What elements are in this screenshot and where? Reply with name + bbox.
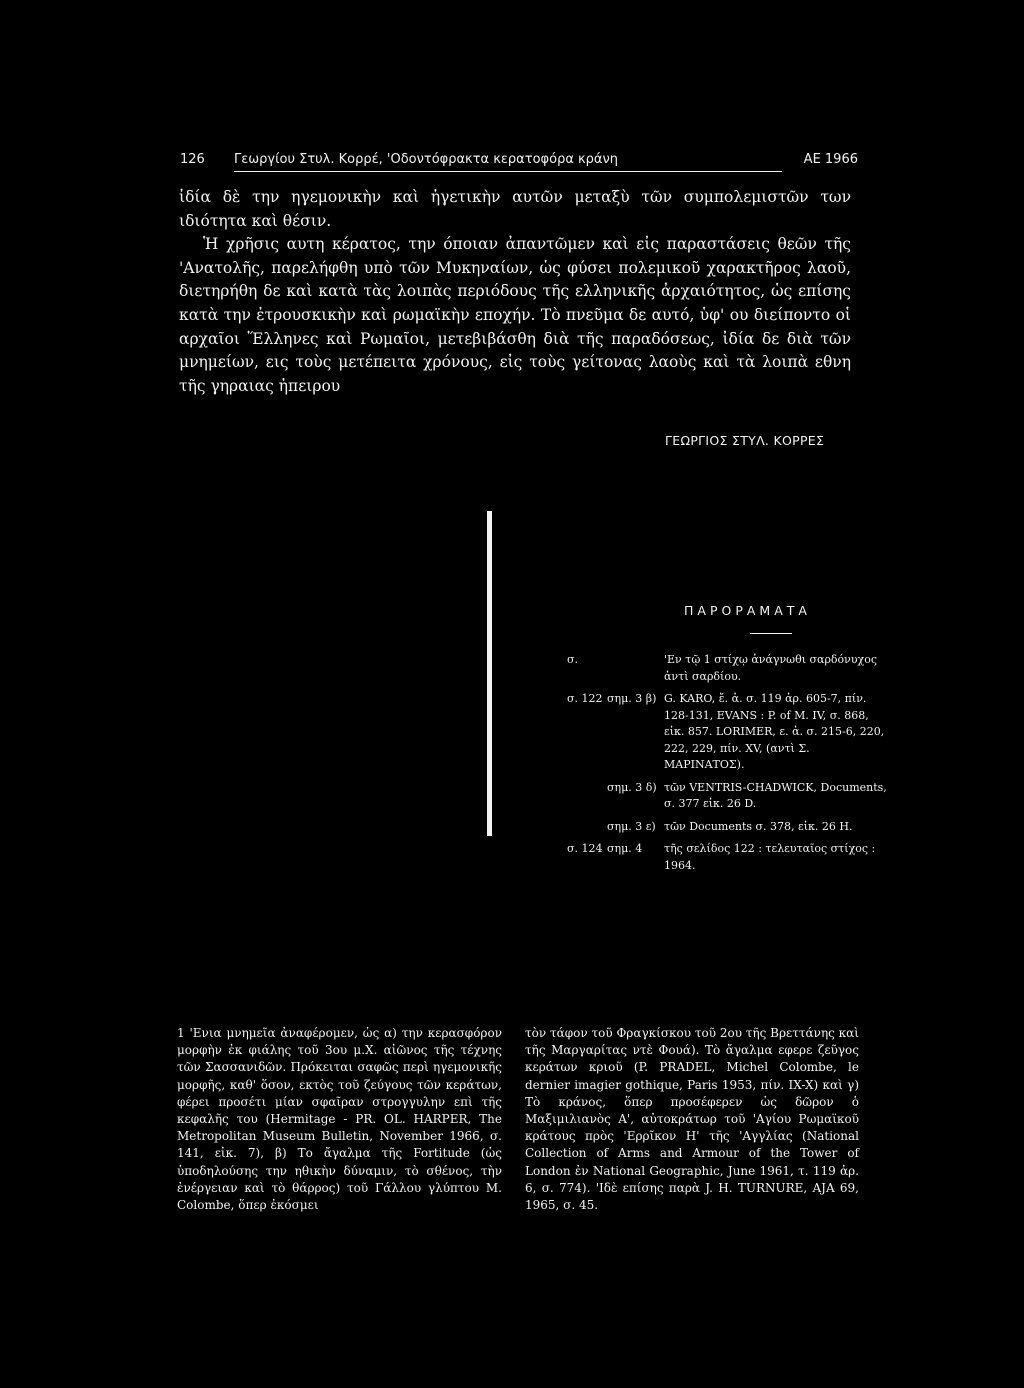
errata-row (567, 691, 887, 774)
errata-row (567, 780, 887, 813)
footnote-text-left: 1 'Ενια μνημεῖα ἀναφέρομεν, ὡς α) την κερασφόρον μορφὴν ἐκ φιάλης τοῦ 3ου μ.Χ. αἰῶνος τῆς τέχνης τῶν Σασσανιδῶν. Πρόκειται σαφῶς περὶ ηγεμονικῆς μορφῆς, καθ' ὅσον, εκτὸς τοῦ ζεύγους τῶν κεράτων, φέρει προσέτι μίαν σφαῖραν στρογγυλην επὶ τῆς κεφαλῆς του (Hermitage - PR. OL. HARPER, The Metropolitan Museum Bulletin, November 1966, σ. 141, εἰκ. 7), β) Το ἄγαλμα τῆς Fortitude (ὡς ὑποδηλούσης την ηθικὴν δύναμιν, τὸ σθένος, τὴν ἐνέργειαν καὶ τὸ θάρρος) τοῦ Γάλλου γλύπτου M. Colombe, ὅπερ ἐκόσμει (177, 1026, 502, 1213)
paragraph-1: ἰδία δὲ την ηγεμονικὴν καὶ ἡγετικὴν αυτῶν μεταξὺ τῶν συμπολεμιστῶν των ιδιότητα καὶ θέσιν. (179, 188, 851, 230)
errata-row (567, 819, 887, 836)
errata-list (567, 652, 887, 880)
errata-row (567, 652, 887, 685)
errata-text: 'Εν τῷ 1 στίχῳ ἀνάγνωθι σαρδόνυχος ἀντὶ σαρδίου. (664, 653, 878, 683)
errata-title-rule (750, 633, 792, 634)
footnote-column-right (525, 1025, 859, 1214)
footnote-text-right: τὸν τάφον τοῦ Φραγκίσκου τοῦ 2ου τῆς Βρεττάνης καὶ τῆς Μαργαρίτας ντὲ Φουά). Τὸ ἄγαλμα εφερε ζεῦγος κεράτων κριοῦ (P. PRADEL, Michel Colombe, le dernier imagier gothique, Paris 1953, πίν. IX-X) καὶ γ) Τὸ κράνος, ὅπερ προσέφερεν ὡς δῶρον ὁ Μαξιμιλιανὸς Α', αὐτοκράτωρ τοῦ 'Αγίου Ρωμαϊκοῦ κράτους πρὸς 'Ερρῖκον Η' τῆς 'Αγγλίας (National Collection of Arms and Armour of the Tower of London ἐν National Geographic, June 1961, τ. 119 ἀρ. 6, σ. 774). 'Ιδὲ επίσης παρὰ J. H. TURNURE, AJA 69, 1965, σ. 45. (525, 1026, 859, 1213)
errata-page: σ. 122 (567, 692, 603, 705)
running-title: Γεωργίου Στυλ. Κορρέ, 'Οδοντόφρακτα κερατοφόρα κράνη (234, 152, 619, 167)
errata-note: σημ. 4 (607, 842, 643, 855)
errata-note: σημ. 3 δ) (607, 780, 657, 794)
journal-reference: ΑΕ 1966 (803, 152, 858, 167)
errata-note: σημ. 3 ε) (607, 819, 656, 833)
paragraph-2: Ἡ χρῆσις αυτη κέρατος, την όποιαν ἀπαντῶμεν καὶ εἰς παραστάσεις θεῶν τῆς 'Ανατολῆς, παρελήφθη υπὸ τῶν Μυκηναίων, ὡς φύσει πολεμικοῦ χαρακτῆρος λαοῦ, διετηρήθη δε καὶ κατὰ τὰς λοιπὰς περιόδους τῆς ελληνικῆς ἀρχαιότητος, ὡς επίσης κατὰ την ἐτρουσκικὴν καὶ ρωμαϊκὴν εποχήν. Τὸ πνεῦμα δε αυτό, ὑφ' ου διείποντο οἱ αρχαῖοι Ἕλληνες καὶ Ρωμαῖοι, μετεβιβάσθη διὰ τῆς παραδόσεως, ἰδία δε διὰ τῶν μνημείων, εις τοὺς μετέπειτα χρόνους, εἰς τοὺς γείτονας λαοὺς καὶ τὰ λοιπὰ εθνη τῆς γηραιας ἠπειρου (179, 235, 851, 395)
errata-title: ΠΑΡΟΡΑΜΑΤΑ (684, 603, 811, 618)
errata-text: G. KARO, ἔ. ἀ. σ. 119 ἀρ. 605-7, πίν. 128-131, EVANS : P. of M. IV, σ. 868, εἰκ. 857. LORIMER, ε. ἀ. σ. 215-6, 220, 222, 229, πίν. XV, (αντὶ Σ. ΜΑΡΙΝΑΤΟΣ). (664, 692, 885, 771)
errata-page: σ. (567, 653, 579, 666)
errata-note: σημ. 3 β) (607, 692, 657, 705)
running-header (172, 152, 858, 174)
errata-page: σ. 124 (567, 842, 603, 855)
main-text (179, 186, 851, 398)
header-underline (234, 171, 782, 172)
footnote-column-left (177, 1025, 502, 1214)
errata-text: τῆς σελίδος 122 : τελευταῖος στίχος : 1964. (664, 842, 876, 872)
author-signature: ΓΕΩΡΓΙΟΣ ΣΤΥΛ. ΚΟΡΡΕΣ (665, 433, 825, 448)
page-number: 126 (180, 152, 205, 167)
errata-text: τῶν Documents σ. 378, εἰκ. 26 H. (664, 819, 853, 833)
vertical-rule (487, 511, 492, 836)
errata-row (567, 841, 887, 874)
errata-text: τῶν VENTRIS-CHADWICK, Documents, σ. 377 εἰκ. 26 D. (664, 780, 887, 810)
